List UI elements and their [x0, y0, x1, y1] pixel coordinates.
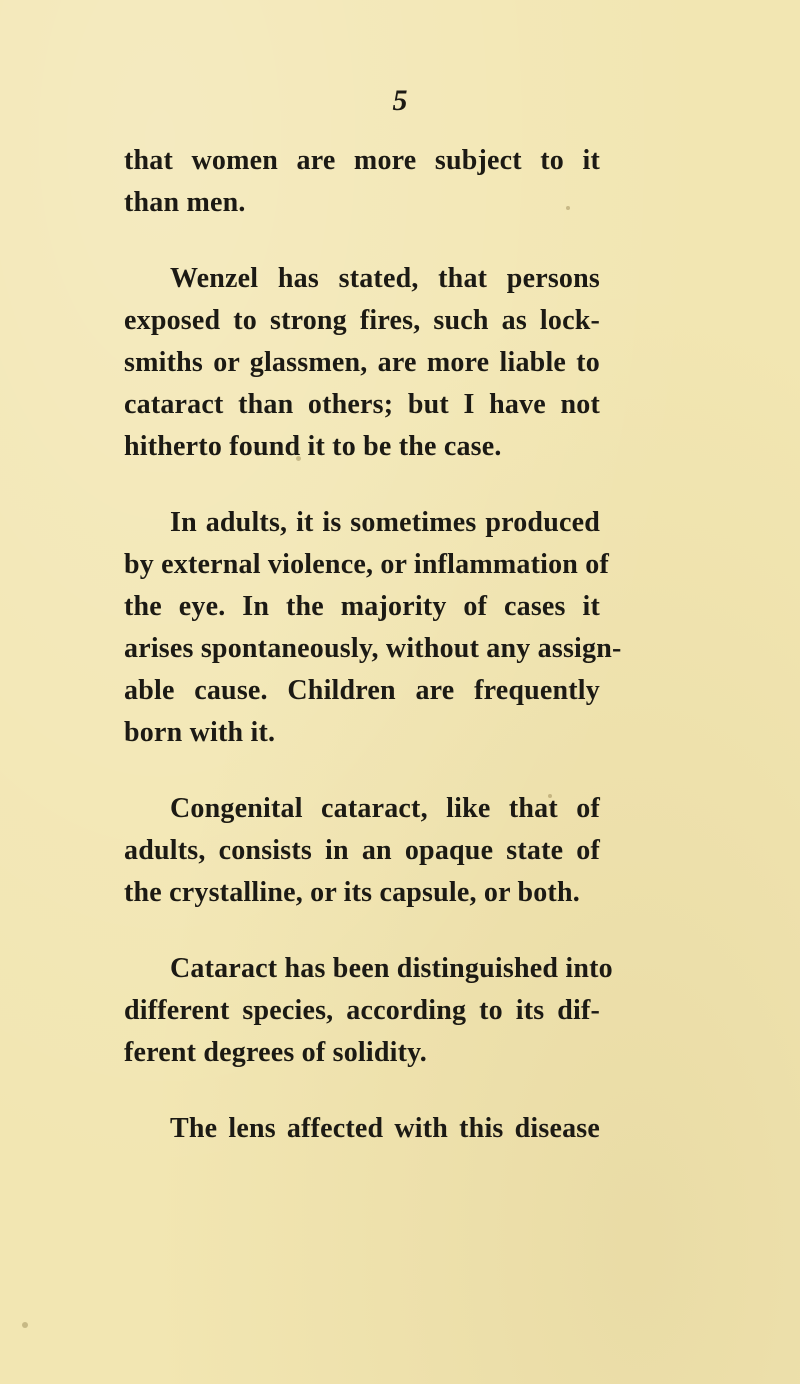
text-line: cataract than others; but I have not	[124, 389, 600, 420]
paper-speck	[296, 456, 301, 461]
text-line: In adults, it is sometimes produced	[170, 507, 600, 538]
text-line: than men.	[124, 187, 246, 218]
text-line: adults, consists in an opaque state of	[124, 835, 600, 866]
text-line: different species, according to its dif-	[124, 995, 600, 1026]
paper-speck	[22, 1322, 28, 1328]
body-text	[124, 140, 622, 1184]
paragraph-5	[124, 948, 613, 1074]
text-line: smiths or glassmen, are more liable to	[124, 347, 600, 378]
paper-speck	[548, 794, 552, 798]
text-line: that women are more subject to it	[124, 145, 600, 176]
page-number: 5	[392, 84, 408, 117]
text-line: arises spontaneously, without any assign-	[124, 633, 622, 664]
paper-speck	[566, 206, 570, 210]
paragraph-6	[124, 1108, 600, 1150]
paragraph-3	[124, 502, 622, 754]
paragraph-2	[124, 258, 600, 468]
text-line: exposed to strong fires, such as lock-	[124, 305, 600, 336]
text-line: able cause. Children are frequently	[124, 675, 600, 706]
text-line: Wenzel has stated, that persons	[170, 263, 600, 294]
text-line: Cataract has been distinguished into	[170, 953, 613, 984]
text-line: born with it.	[124, 717, 276, 748]
paragraph-1	[124, 140, 600, 224]
paragraph-4	[124, 788, 600, 914]
text-line: The lens affected with this disease	[170, 1113, 600, 1144]
text-line: by external violence, or inflammation of	[124, 549, 609, 580]
text-line: hitherto found it to be the case.	[124, 431, 502, 462]
text-line: the eye. In the majority of cases it	[124, 591, 600, 622]
text-line: Congenital cataract, like that of	[170, 793, 600, 824]
text-line: ferent degrees of solidity.	[124, 1037, 427, 1068]
text-line: the crystalline, or its capsule, or both.	[124, 877, 580, 908]
